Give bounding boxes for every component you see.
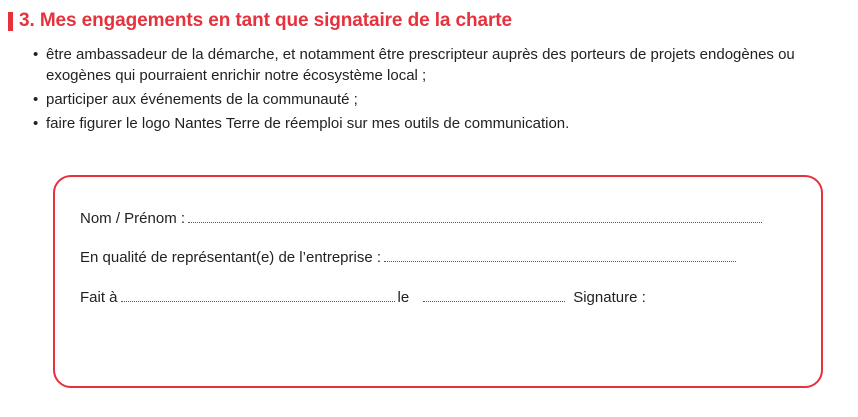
list-item <box>33 113 848 134</box>
representative-field[interactable] <box>384 249 736 262</box>
signature-form <box>53 175 823 388</box>
list-item-text: participer aux événements de la communauté ; <box>46 91 358 108</box>
heading-accent-bar <box>8 12 13 31</box>
representative-row <box>80 249 739 266</box>
section-title: 3. Mes engagements en tant que signataire de la charte <box>19 10 512 31</box>
bullet-icon: • <box>33 46 39 63</box>
place-date-signature-row <box>80 289 646 306</box>
section-heading <box>8 9 512 33</box>
list-item <box>33 89 848 110</box>
place-label: Fait à <box>80 289 118 306</box>
bullet-icon: • <box>33 91 39 108</box>
name-field[interactable] <box>188 210 762 223</box>
representative-label: En qualité de représentant(e) de l’entreprise : <box>80 249 382 266</box>
signature-label: Signature : <box>573 289 646 306</box>
date-label: le <box>397 289 410 306</box>
date-field[interactable] <box>423 289 565 302</box>
commitments-list <box>33 44 848 137</box>
bullet-icon: • <box>33 115 39 132</box>
place-field[interactable] <box>121 289 395 302</box>
name-label: Nom / Prénom : <box>80 210 186 227</box>
list-item-text: faire figurer le logo Nantes Terre de réemploi sur mes outils de communication. <box>46 115 570 132</box>
list-item-text: être ambassadeur de la démarche, et notamment être prescripteur auprès des porteurs de projets endogènes ou exogènes qui pourraient enrichir notre écosystème local ; <box>46 46 795 84</box>
list-item <box>33 44 848 86</box>
name-row <box>80 210 765 227</box>
